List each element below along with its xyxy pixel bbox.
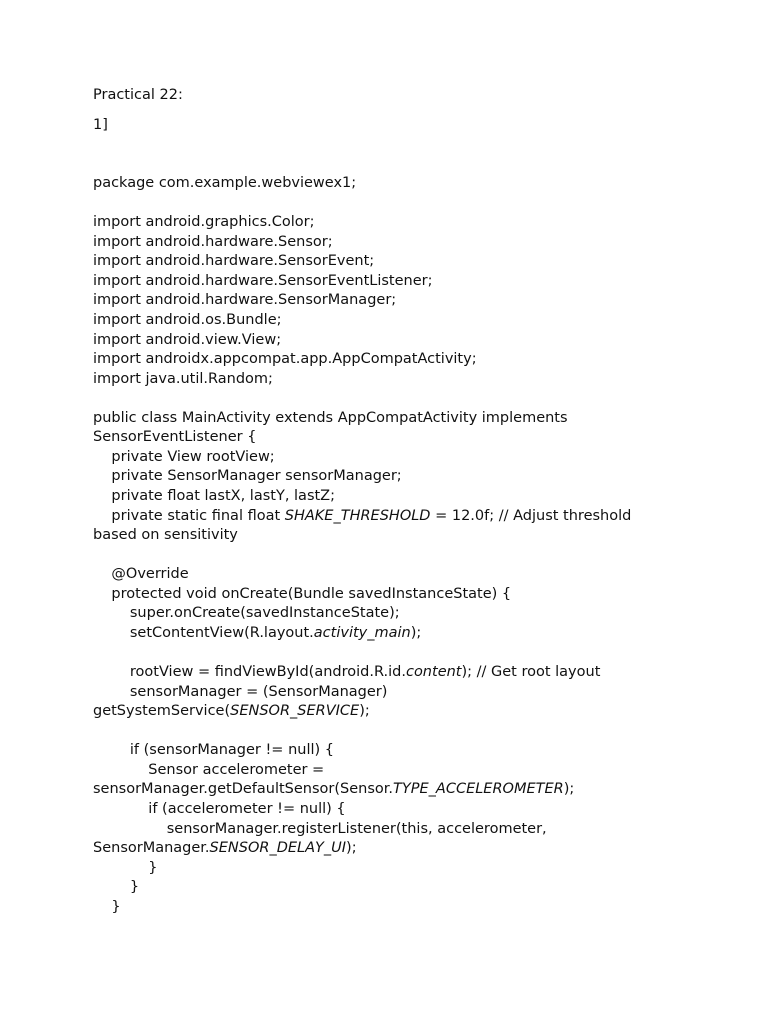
code-text: sensorManager.getDefaultSensor(Sensor. xyxy=(93,781,394,798)
code-text: } xyxy=(93,859,158,876)
code-text: super.onCreate(savedInstanceState); xyxy=(93,605,400,622)
code-identifier: activity_main xyxy=(313,624,411,641)
code-text: import android.hardware.SensorEvent; xyxy=(93,253,375,270)
code-line xyxy=(93,839,733,859)
code-text: private View rootView; xyxy=(93,448,275,465)
code-line xyxy=(93,526,733,546)
code-line xyxy=(93,448,733,468)
code-line xyxy=(93,683,733,703)
code-text: } xyxy=(93,898,121,915)
code-line xyxy=(93,487,733,507)
code-text: ); xyxy=(346,840,357,857)
code-identifier: TYPE_ACCELEROMETER xyxy=(393,781,564,798)
code-text: ); xyxy=(563,781,575,798)
code-text: sensorManager.registerListener(this, accelerometer, xyxy=(93,820,547,837)
code-text: @Override xyxy=(93,566,189,583)
code-line xyxy=(93,467,733,487)
code-line xyxy=(93,370,733,390)
code-line xyxy=(93,252,733,272)
code-line xyxy=(93,213,733,233)
blank-line xyxy=(93,546,733,566)
code-text: import android.hardware.Sensor; xyxy=(93,233,333,250)
code-text: public class MainActivity extends AppCompatActivity implements xyxy=(93,409,568,426)
code-text: } xyxy=(93,879,140,896)
code-text: import android.graphics.Color; xyxy=(93,214,315,231)
code-text: import androidx.appcompat.app.AppCompatActivity; xyxy=(93,351,477,368)
code-line xyxy=(93,311,733,331)
blank-line xyxy=(93,644,733,664)
code-line xyxy=(93,174,733,194)
code-text: private float lastX, lastY, lastZ; xyxy=(93,488,336,504)
code-text: SensorEventListener { xyxy=(93,429,257,446)
code-text: = 12.0f; // Adjust threshold xyxy=(430,507,632,524)
code-text: package com.example.webviewex1; xyxy=(93,175,357,191)
code-text: setContentView(R.layout. xyxy=(93,624,314,641)
code-line xyxy=(93,800,733,820)
code-line xyxy=(93,585,733,605)
code-line xyxy=(93,780,733,800)
code-line xyxy=(93,291,733,311)
code-line xyxy=(93,409,733,429)
code-text: rootView = findViewById(android.R.id. xyxy=(93,664,406,681)
code-line xyxy=(93,233,733,253)
code-line xyxy=(93,702,733,722)
document-title: Practical 22: xyxy=(93,87,183,103)
code-line xyxy=(93,898,733,918)
code-text: import java.util.Random; xyxy=(93,370,273,387)
code-line xyxy=(93,428,733,448)
code-line xyxy=(93,663,733,683)
code-text: import android.os.Bundle; xyxy=(93,311,282,328)
code-identifier: content xyxy=(405,664,462,681)
code-line xyxy=(93,741,733,761)
code-line xyxy=(93,604,733,624)
code-block xyxy=(93,174,733,917)
code-identifier: SENSOR_DELAY_UI xyxy=(209,840,347,857)
blank-line xyxy=(93,194,733,214)
code-text: sensorManager = (SensorManager) xyxy=(93,683,388,700)
section-label: 1] xyxy=(93,117,108,133)
blank-line xyxy=(93,722,733,742)
code-text: ); xyxy=(359,703,370,720)
code-line xyxy=(93,565,733,585)
code-text: based on sensitivity xyxy=(93,527,238,544)
blank-line xyxy=(93,389,733,409)
code-text: ); xyxy=(410,624,422,641)
code-line xyxy=(93,859,733,879)
code-text: private static final float xyxy=(93,507,285,524)
code-text: private SensorManager sensorManager; xyxy=(93,468,402,485)
code-text: import android.hardware.SensorManager; xyxy=(93,292,397,309)
code-line xyxy=(93,624,733,644)
code-identifier: SENSOR_SERVICE xyxy=(230,703,360,720)
code-line xyxy=(93,331,733,351)
code-line xyxy=(93,350,733,370)
code-line xyxy=(93,820,733,840)
code-line xyxy=(93,272,733,292)
code-identifier: SHAKE_THRESHOLD xyxy=(284,507,431,524)
code-text: if (accelerometer != null) { xyxy=(93,801,346,817)
code-line xyxy=(93,878,733,898)
code-text: import android.view.View; xyxy=(93,331,282,348)
code-line xyxy=(93,507,733,527)
code-text: ); // Get root layout xyxy=(461,664,601,681)
code-text: getSystemService( xyxy=(93,703,231,720)
code-text: import android.hardware.SensorEventListener; xyxy=(93,272,433,289)
code-text: if (sensorManager != null) { xyxy=(93,742,334,759)
code-text: protected void onCreate(Bundle savedInstanceState) { xyxy=(93,585,512,602)
code-line xyxy=(93,761,733,781)
code-text: Sensor accelerometer = xyxy=(93,761,325,778)
code-text: SensorManager. xyxy=(93,840,210,857)
